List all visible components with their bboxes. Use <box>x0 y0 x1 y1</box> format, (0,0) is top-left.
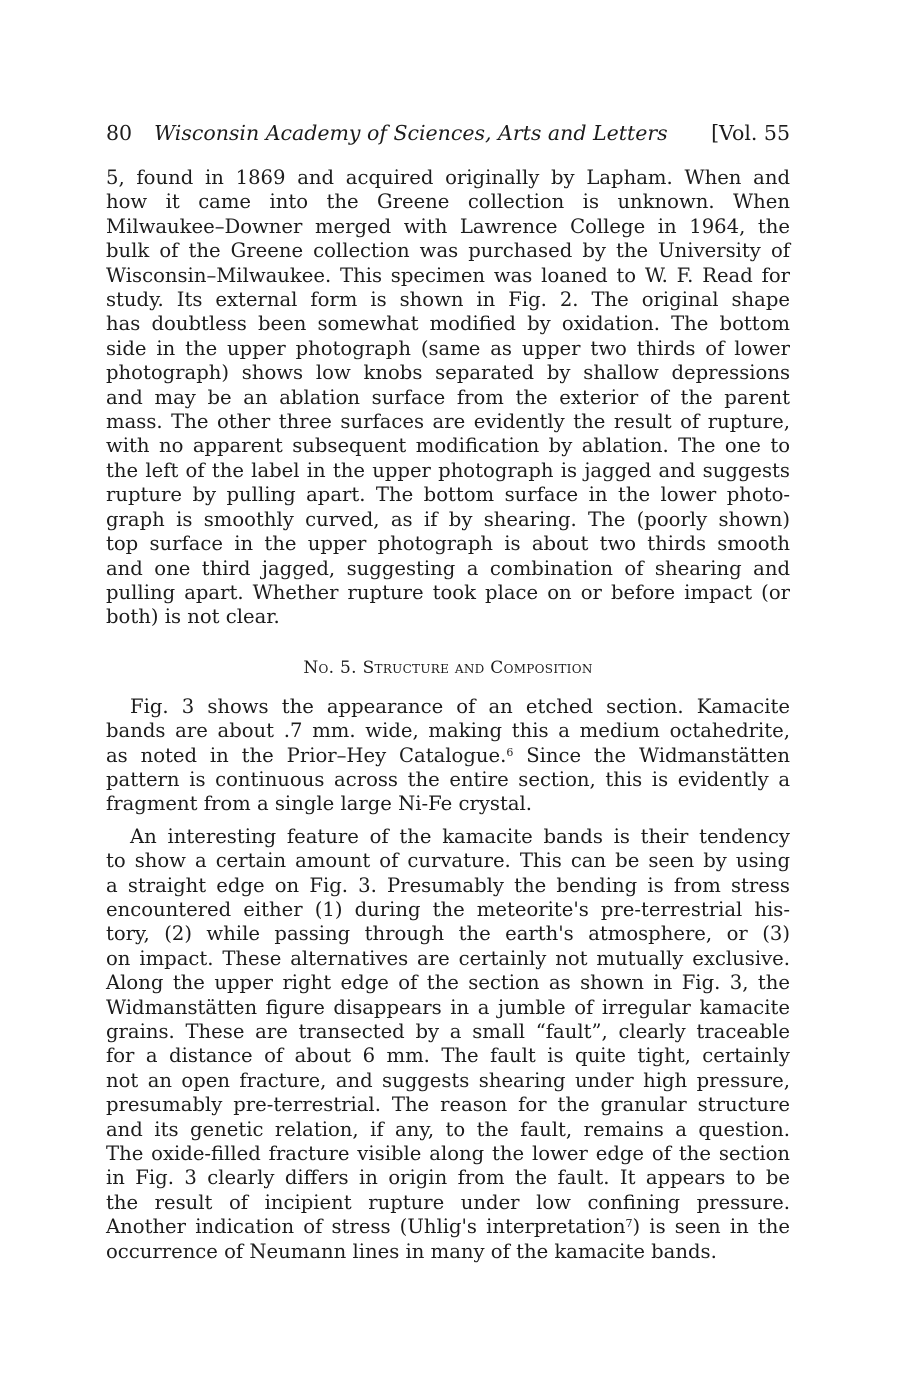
text-line: side in the upper photograph (same as upper two thirds of lower <box>106 336 790 360</box>
volume-label: [Vol. 55 <box>711 121 790 145</box>
text-fragment: Another indication of stress (Uhlig's interpretation <box>106 1215 626 1239</box>
text-line-with-footnote <box>106 744 790 768</box>
page <box>106 118 790 1264</box>
text-line: pulling apart. Whether rupture took place on or before impact (or <box>106 580 790 604</box>
text-line: Along the upper right edge of the section as shown in Fig. 3, the <box>106 971 790 995</box>
text-line: Wisconsin–Milwaukee. This specimen was loaned to W. F. Read for <box>106 263 790 287</box>
text-line: fragment from a single large Ni-Fe crystal. <box>106 792 533 816</box>
text-line: tory, (2) while passing through the earth's atmosphere, or (3) <box>106 922 790 946</box>
text-line: to show a certain amount of curvature. This can be seen by using <box>106 849 790 873</box>
text-line: how it came into the Greene collection is unknown. When <box>106 190 790 214</box>
text-line: graph is smoothly curved, as if by shearing. The (poorly shown) <box>106 507 790 531</box>
paragraph-etched-section <box>106 695 790 817</box>
text-line: encountered either (1) during the meteorite's pre-terrestrial his- <box>106 897 790 921</box>
text-fragment: ) is seen in the <box>632 1215 790 1239</box>
journal-title: Wisconsin Academy of Sciences, Arts and Letters <box>154 121 668 145</box>
text-line: 5, found in 1869 and acquired originally by Lapham. When and <box>106 166 790 189</box>
text-line: occurrence of Neumann lines in many of the kamacite bands. <box>106 1239 717 1263</box>
section-heading: No. 5. Structure and Composition <box>303 657 593 678</box>
text-line: photograph) shows low knobs separated by shallow depressions <box>106 361 790 385</box>
page-number: 80 <box>106 121 133 145</box>
running-head <box>106 118 790 148</box>
text-line: bands are about .7 mm. wide, making this a medium octahedrite, <box>106 719 790 743</box>
text-fragment: Since the Widmanstätten <box>513 743 790 767</box>
text-line: study. Its external form is shown in Fig. 2. The original shape <box>106 288 790 312</box>
text-line: rupture by pulling apart. The bottom surface in the lower photo- <box>106 483 790 507</box>
text-line: An interesting feature of the kamacite bands is their tendency <box>130 824 790 848</box>
text-line: in Fig. 3 clearly differs in origin from the fault. It appears to be <box>106 1166 790 1190</box>
text-line: bulk of the Greene collection was purchased by the University of <box>106 239 790 263</box>
text-line: the left of the label in the upper photograph is jagged and suggests <box>106 458 790 482</box>
text-line: mass. The other three surfaces are evidently the result of rupture, <box>106 410 790 434</box>
text-line: The oxide-filled fracture visible along the lower edge of the section <box>106 1142 790 1166</box>
text-line: and one third jagged, suggesting a combination of shearing and <box>106 556 790 580</box>
text-fragment: as noted in the Prior–Hey Catalogue. <box>106 743 507 767</box>
text-line: with no apparent subsequent modification by ablation. The one to <box>106 434 790 458</box>
text-line: pattern is continuous across the entire section, this is evidently a <box>106 767 790 791</box>
footnote-marker: 7 <box>625 1217 633 1231</box>
text-line: the result of incipient rupture under low confining pressure. <box>106 1190 790 1214</box>
text-line: top surface in the upper photograph is about two thirds smooth <box>106 532 790 556</box>
text-line: Fig. 3 shows the appearance of an etched section. Kamacite <box>130 694 790 718</box>
text-line: not an open fracture, and suggests shearing under high pressure, <box>106 1068 790 1092</box>
text-line: both) is not clear. <box>106 605 280 629</box>
paragraph-kamacite-curvature <box>106 825 790 1264</box>
paragraph-specimen-history <box>106 166 790 630</box>
text-line-with-footnote <box>106 1215 790 1239</box>
text-line: presumably pre-terrestrial. The reason for the granular structure <box>106 1093 790 1117</box>
text-line: grains. These are transected by a small “fault”, clearly traceable <box>106 1020 790 1043</box>
text-line: Milwaukee–Downer merged with Lawrence College in 1964, the <box>106 214 790 238</box>
text-line: on impact. These alternatives are certainly not mutually exclusive. <box>106 946 790 970</box>
text-line: a straight edge on Fig. 3. Presumably the bending is from stress <box>106 873 790 897</box>
footnote-marker: 6 <box>506 745 514 759</box>
text-line: and may be an ablation surface from the exterior of the parent <box>106 385 790 409</box>
text-line: and its genetic relation, if any, to the fault, remains a question. <box>106 1117 790 1141</box>
text-line: for a distance of about 6 mm. The fault is quite tight, certainly <box>106 1044 790 1068</box>
text-line: Widmanstätten figure disappears in a jumble of irregular kamacite <box>106 995 790 1019</box>
text-line: has doubtless been somewhat modified by oxidation. The bottom <box>106 312 790 336</box>
